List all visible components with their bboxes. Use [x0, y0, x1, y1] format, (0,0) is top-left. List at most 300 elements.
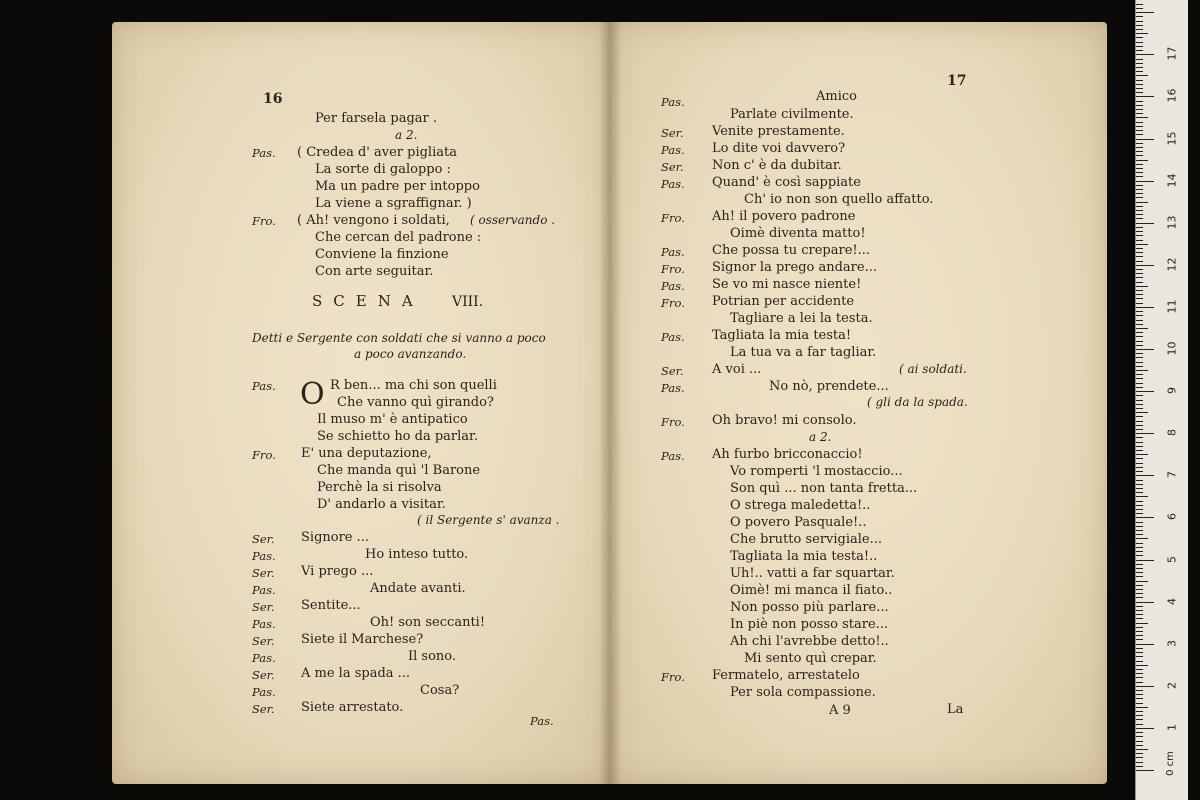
ruler-tick: [1136, 437, 1143, 438]
ruler-tick: [1136, 155, 1143, 156]
ruler-tick: [1136, 80, 1143, 81]
ruler-tick: [1136, 172, 1143, 173]
ruler-tick: [1136, 597, 1143, 598]
a-due-marker: a 2.: [809, 430, 832, 444]
ruler-number: 2: [1165, 681, 1179, 689]
ruler-tick: [1136, 269, 1143, 270]
ruler-tick: [1136, 311, 1143, 312]
verse-line: R ben... ma chi son quelli: [330, 378, 497, 393]
verse-line: Sentite...: [301, 598, 361, 613]
ruler-tick: [1136, 648, 1143, 649]
ruler-tick: [1136, 88, 1143, 89]
speaker-label: Ser.: [252, 532, 275, 546]
ruler-tick: [1136, 240, 1143, 241]
catchword: La: [947, 702, 964, 717]
ruler-tick: [1136, 707, 1148, 708]
ruler-tick: [1136, 522, 1143, 523]
ruler-tick: [1136, 50, 1143, 51]
ruler-number: 6: [1165, 513, 1179, 521]
ruler-tick: [1136, 130, 1143, 131]
ruler-tick: [1136, 665, 1148, 666]
ruler-tick: [1136, 341, 1143, 342]
verse-line: Con arte seguitar.: [315, 264, 434, 279]
ruler-tick: [1136, 223, 1154, 224]
ruler-tick: [1136, 328, 1148, 329]
ruler-tick: [1136, 480, 1143, 481]
ruler-tick: [1136, 109, 1143, 110]
ruler-tick: [1136, 698, 1143, 699]
verse-line: Se schietto ho da parlar.: [317, 429, 478, 444]
verse-line: Per sola compassione.: [730, 685, 876, 700]
drop-cap: O: [300, 377, 325, 412]
ruler-tick: [1136, 614, 1143, 615]
verse-line: Quand' è così sappiate: [712, 175, 861, 190]
verse-line: Ho inteso tutto.: [365, 547, 469, 562]
verse-line: Mi sento quì crepar.: [744, 651, 877, 666]
ruler-tick: [1136, 433, 1154, 434]
verse-line: La viene a sgraffignar. ): [315, 196, 472, 211]
ruler-tick: [1136, 362, 1143, 363]
verse-line: Potrian per accidente: [712, 294, 855, 309]
ruler-tick: [1136, 543, 1143, 544]
ruler-tick: [1136, 143, 1143, 144]
ruler-tick: [1136, 517, 1154, 518]
ruler-tick: [1136, 509, 1143, 510]
speaker-label: Pas.: [252, 685, 276, 699]
ruler-tick: [1136, 736, 1143, 737]
ruler-tick: [1136, 303, 1143, 304]
ruler-tick: [1136, 117, 1148, 118]
verse-line: Oh! son seccanti!: [370, 615, 486, 630]
ruler-tick: [1136, 294, 1143, 295]
verse-line: ( Credea d' aver pigliata: [297, 145, 457, 160]
ruler-tick: [1136, 404, 1143, 405]
ruler-tick: [1136, 193, 1143, 194]
verse-line: Perchè la si risolva: [317, 480, 442, 495]
speaker-label: Pas.: [661, 143, 685, 157]
ruler-tick: [1136, 484, 1143, 485]
ruler-tick: [1136, 602, 1154, 603]
verse-line: O strega maledetta!..: [730, 498, 871, 513]
ruler-tick: [1136, 332, 1143, 333]
ruler-tick: [1136, 421, 1143, 422]
ruler-tick: [1136, 256, 1143, 257]
book-gutter: [599, 22, 621, 784]
verse-line: Oimè! mi manca il fiato..: [730, 583, 893, 598]
verse-line: ( Ah! vengono i soldati,: [297, 213, 450, 228]
stage-direction: ( il Sergente s' avanza .: [417, 513, 560, 527]
speaker-label: Ser.: [252, 702, 275, 716]
ruler-tick: [1136, 227, 1143, 228]
speaker-label: Ser.: [661, 126, 684, 140]
ruler-number: 5: [1165, 555, 1179, 563]
verse-line: Parlate civilmente.: [730, 107, 854, 122]
verse-line: Tagliare a lei la testa.: [730, 311, 873, 326]
ruler-tick: [1136, 391, 1154, 392]
ruler-tick: [1136, 585, 1143, 586]
ruler-number: 15: [1165, 131, 1179, 145]
verse-line: Tagliata la mia testa!..: [730, 549, 878, 564]
verse-line: Son quì ... non tanta fretta...: [730, 481, 918, 496]
ruler-tick: [1136, 261, 1143, 262]
stage-direction: Detti e Sergente con soldati che si vanno a poco: [252, 331, 546, 345]
ruler-tick: [1136, 46, 1143, 47]
ruler-tick: [1136, 101, 1143, 102]
catchword: Pas.: [530, 714, 554, 728]
ruler-tick: [1136, 496, 1148, 497]
ruler-tick: [1136, 378, 1143, 379]
ruler-tick: [1136, 84, 1143, 85]
ruler-tick: [1136, 513, 1143, 514]
stage-direction: ( gli da la spada.: [867, 395, 968, 409]
ruler-number: 3: [1165, 639, 1179, 647]
speaker-label: Ser.: [252, 566, 275, 580]
ruler-tick: [1136, 753, 1143, 754]
ruler-tick: [1136, 547, 1143, 548]
verse-line: Siete arrestato.: [301, 700, 404, 715]
ruler-tick: [1136, 745, 1143, 746]
ruler-tick: [1136, 122, 1143, 123]
speaker-label: Fro.: [252, 448, 276, 462]
verse-line: No nò, prendete...: [769, 379, 889, 394]
ruler-number: 13: [1165, 215, 1179, 230]
speaker-label: Fro.: [661, 296, 685, 310]
ruler-tick: [1136, 425, 1143, 426]
ruler-tick: [1136, 370, 1148, 371]
speaker-label: Pas.: [661, 330, 685, 344]
verse-line: Che cercan del padrone :: [315, 230, 482, 245]
speaker-label: Pas.: [252, 617, 276, 631]
ruler-tick: [1136, 593, 1143, 594]
ruler-tick: [1136, 463, 1143, 464]
verse-line: Venite prestamente.: [712, 124, 845, 139]
ruler-tick: [1136, 501, 1143, 502]
ruler-tick: [1136, 345, 1143, 346]
ruler-tick: [1136, 298, 1143, 299]
verse-line: Fermatelo, arrestatelo: [712, 668, 860, 683]
ruler-tick: [1136, 766, 1143, 767]
ruler-tick: [1136, 286, 1148, 287]
verse-line: Non c' è da dubitar.: [712, 158, 842, 173]
ruler-tick: [1136, 505, 1143, 506]
open-book: [112, 22, 1107, 784]
ruler-tick: [1136, 273, 1143, 274]
ruler-tick: [1136, 320, 1143, 321]
verse-line: Il muso m' è antipatico: [317, 412, 468, 427]
speaker-label: Fro.: [661, 262, 685, 276]
ruler-tick: [1136, 661, 1143, 662]
ruler-tick: [1136, 252, 1143, 253]
ruler-number: 17: [1165, 46, 1179, 61]
ruler-tick: [1136, 703, 1143, 704]
ruler-tick: [1136, 762, 1143, 763]
verse-line: Che vanno quì girando?: [337, 395, 494, 410]
ruler-tick: [1136, 54, 1154, 55]
ruler-tick: [1136, 446, 1143, 447]
ruler-tick: [1136, 724, 1143, 725]
verse-line: Uh!.. vatti a far squartar.: [730, 566, 895, 581]
ruler-tick: [1136, 25, 1143, 26]
ruler-tick: [1136, 450, 1143, 451]
ruler-tick: [1136, 732, 1143, 733]
ruler-tick: [1136, 412, 1148, 413]
scene-heading: SCENA: [312, 292, 424, 310]
ruler-tick: [1136, 400, 1143, 401]
speaker-label: Fro.: [661, 211, 685, 225]
ruler-tick: [1136, 458, 1143, 459]
ruler-tick: [1136, 581, 1148, 582]
ruler-tick: [1136, 366, 1143, 367]
ruler-tick: [1136, 357, 1143, 358]
ruler-tick: [1136, 442, 1143, 443]
ruler-tick: [1136, 408, 1143, 409]
ruler-tick: [1136, 623, 1148, 624]
speaker-label: Ser.: [252, 634, 275, 648]
ruler-number: 10: [1165, 341, 1179, 356]
ruler-tick: [1136, 416, 1143, 417]
ruler-tick: [1136, 538, 1148, 539]
ruler-number: 12: [1165, 257, 1179, 272]
ruler-tick: [1136, 618, 1143, 619]
verse-line: Oh bravo! mi consolo.: [712, 413, 857, 428]
verse-line: La tua va a far tagliar.: [730, 345, 877, 360]
ruler-tick: [1136, 606, 1143, 607]
verse-line: Tagliata la mia testa!: [712, 328, 852, 343]
ruler-tick: [1136, 686, 1154, 687]
ruler-number: 8: [1165, 429, 1179, 437]
speaker-label: Fro.: [661, 670, 685, 684]
ruler-tick: [1136, 627, 1143, 628]
ruler-tick: [1136, 488, 1143, 489]
ruler-tick: [1136, 677, 1143, 678]
ruler-tick: [1136, 492, 1143, 493]
speaker-label: Fro.: [252, 214, 276, 228]
ruler-tick: [1136, 235, 1143, 236]
ruler-number: 11: [1165, 299, 1179, 314]
ruler-tick: [1136, 471, 1143, 472]
ruler-tick: [1136, 33, 1148, 34]
speaker-label: Ser.: [661, 364, 684, 378]
verse-line: Il sono.: [408, 649, 457, 664]
ruler-tick: [1136, 353, 1143, 354]
ruler-tick: [1136, 134, 1143, 135]
ruler-tick: [1136, 770, 1154, 771]
ruler-tick: [1136, 757, 1143, 758]
left-page: [112, 22, 609, 784]
ruler-tick: [1136, 349, 1154, 350]
verse-line: In piè non posso stare...: [730, 617, 889, 632]
ruler-tick: [1136, 387, 1143, 388]
ruler-number: 16: [1165, 88, 1179, 103]
ruler-tick: [1136, 189, 1143, 190]
verse-line: Ah furbo bricconaccio!: [712, 447, 863, 462]
ruler-tick: [1136, 324, 1143, 325]
ruler-tick: [1136, 315, 1143, 316]
ruler-tick: [1136, 656, 1143, 657]
ruler-tick: [1136, 202, 1148, 203]
ruler-tick: [1136, 336, 1143, 337]
ruler-tick: [1136, 12, 1154, 13]
ruler-tick: [1136, 741, 1143, 742]
ruler-tick: [1136, 572, 1143, 573]
ruler-tick: [1136, 67, 1143, 68]
verse-line: Lo dite voi davvero?: [712, 141, 846, 156]
speaker-label: Pas.: [252, 146, 276, 160]
stage-direction: ( ai soldati.: [899, 362, 967, 376]
verse-line: A me la spada ...: [301, 666, 411, 681]
ruler-tick: [1136, 694, 1143, 695]
speaker-label: Ser.: [252, 668, 275, 682]
ruler-tick: [1136, 21, 1143, 22]
ruler-tick: [1136, 59, 1143, 60]
stage-direction: ( osservando .: [470, 213, 556, 227]
ruler-tick: [1136, 526, 1143, 527]
ruler-tick: [1136, 564, 1143, 565]
ruler-tick: [1136, 29, 1143, 30]
verse-line: Che manda quì 'l Barone: [317, 463, 481, 478]
ruler-tick: [1136, 589, 1143, 590]
page-number: 17: [947, 73, 967, 89]
ruler-tick: [1136, 290, 1143, 291]
ruler-tick: [1136, 682, 1143, 683]
ruler-tick: [1136, 214, 1143, 215]
verse-line: Ch' io non son quello affatto.: [744, 192, 934, 207]
verse-line: Vi prego ...: [301, 564, 374, 579]
ruler-tick: [1136, 555, 1143, 556]
ruler-tick: [1136, 277, 1143, 278]
a-due-marker: a 2.: [395, 128, 418, 142]
verse-line: Amico: [816, 89, 857, 104]
ruler-tick: [1136, 8, 1143, 9]
ruler-number: 4: [1165, 597, 1179, 605]
speaker-label: Pas.: [252, 379, 276, 393]
ruler-tick: [1136, 467, 1143, 468]
verse-line: A voi ...: [712, 362, 762, 377]
ruler-tick: [1136, 530, 1143, 531]
speaker-label: Pas.: [661, 279, 685, 293]
verse-line: Siete il Marchese?: [301, 632, 424, 647]
verse-line: Signor la prego andare...: [712, 260, 877, 275]
page-number: 16: [263, 91, 283, 107]
ruler-tick: [1136, 644, 1154, 645]
ruler-tick: [1136, 307, 1154, 308]
verse-line: Che possa tu crepare!...: [712, 243, 871, 258]
ruler-tick: [1136, 749, 1148, 750]
speaker-label: Pas.: [661, 245, 685, 259]
speaker-label: Pas.: [661, 381, 685, 395]
ruler-tick: [1136, 454, 1148, 455]
ruler-number: 1: [1165, 723, 1179, 731]
ruler-tick: [1136, 147, 1143, 148]
ruler-tick: [1136, 248, 1143, 249]
ruler-tick: [1136, 610, 1143, 611]
measuring-ruler: [1135, 0, 1188, 800]
speaker-label: Pas.: [661, 177, 685, 191]
ruler-tick: [1136, 719, 1143, 720]
ruler-tick: [1136, 151, 1143, 152]
ruler-tick: [1136, 185, 1143, 186]
speaker-label: Pas.: [252, 583, 276, 597]
ruler-tick: [1136, 168, 1143, 169]
ruler-tick: [1136, 673, 1143, 674]
ruler-tick: [1136, 71, 1143, 72]
ruler-tick: [1136, 669, 1143, 670]
right-page: [609, 22, 1107, 784]
ruler-tick: [1136, 206, 1143, 207]
verse-line: Che brutto servigiale...: [730, 532, 883, 547]
ruler-tick: [1136, 639, 1143, 640]
scene-number: VIII.: [452, 294, 484, 310]
ruler-tick: [1136, 551, 1143, 552]
ruler-tick: [1136, 560, 1154, 561]
ruler-tick: [1136, 181, 1154, 182]
ruler-unit-label: 0 cm: [1164, 751, 1176, 776]
speaker-label: Fro.: [661, 415, 685, 429]
ruler-tick: [1136, 635, 1143, 636]
verse-line: Andate avanti.: [370, 581, 466, 596]
speaker-label: Pas.: [661, 449, 685, 463]
verse-line: Non posso più parlare...: [730, 600, 889, 615]
ruler-tick: [1136, 113, 1143, 114]
ruler-tick: [1136, 42, 1143, 43]
ruler-tick: [1136, 139, 1154, 140]
ruler-tick: [1136, 231, 1143, 232]
ruler-tick: [1136, 475, 1154, 476]
ruler-tick: [1136, 164, 1143, 165]
ruler-tick: [1136, 176, 1143, 177]
ruler-tick: [1136, 576, 1143, 577]
verse-line: Ah! il povero padrone: [712, 209, 856, 224]
ruler-tick: [1136, 631, 1143, 632]
verse-line: Oimè diventa matto!: [730, 226, 866, 241]
ruler-tick: [1136, 37, 1143, 38]
speaker-label: Ser.: [252, 600, 275, 614]
verse-line: La sorte di galoppo :: [315, 162, 451, 177]
ruler-number: 9: [1165, 387, 1179, 395]
ruler-tick: [1136, 534, 1143, 535]
verse-line: Per farsela pagar .: [315, 111, 438, 126]
ruler-tick: [1136, 652, 1143, 653]
ruler-tick: [1136, 282, 1143, 283]
ruler-number: 7: [1165, 471, 1179, 479]
ruler-tick: [1136, 374, 1143, 375]
verse-line: Se vo mi nasce niente!: [712, 277, 862, 292]
speaker-label: Pas.: [661, 95, 685, 109]
ruler-tick: [1136, 383, 1143, 384]
ruler-tick: [1136, 160, 1148, 161]
verse-line: Ma un padre per intoppo: [315, 179, 480, 194]
ruler-tick: [1136, 96, 1154, 97]
ruler-tick: [1136, 75, 1148, 76]
ruler-number: 14: [1165, 173, 1179, 188]
ruler-tick: [1136, 265, 1154, 266]
ruler-tick: [1136, 690, 1143, 691]
verse-line: Conviene la finzione: [315, 247, 449, 262]
ruler-tick: [1136, 429, 1143, 430]
speaker-label: Ser.: [661, 160, 684, 174]
ruler-tick: [1136, 711, 1143, 712]
speaker-label: Pas.: [252, 651, 276, 665]
ruler-tick: [1136, 395, 1143, 396]
verse-line: O povero Pasquale!..: [730, 515, 867, 530]
verse-line: E' una deputazione,: [301, 446, 432, 461]
ruler-tick: [1136, 568, 1143, 569]
verse-line: D' andarlo a visitar.: [317, 497, 446, 512]
signature-mark: A 9: [829, 703, 851, 718]
stage-direction: a poco avanzando.: [354, 347, 467, 361]
ruler-tick: [1136, 197, 1143, 198]
ruler-tick: [1136, 126, 1143, 127]
